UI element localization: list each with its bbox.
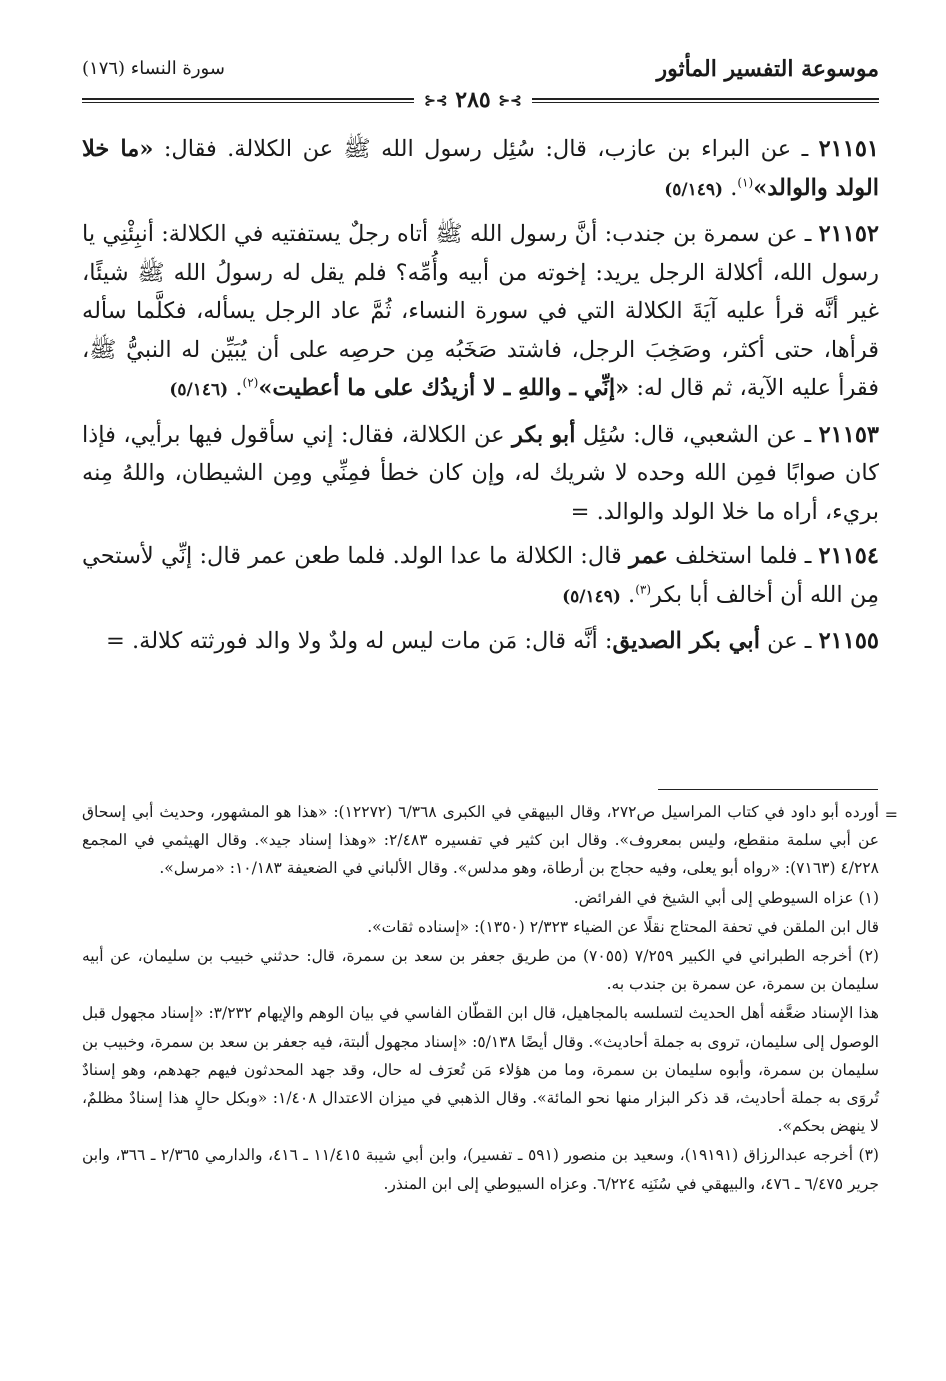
footnote-ref: (٣)	[635, 582, 652, 596]
main-text	[82, 130, 879, 667]
footnote-continuation-mark: =	[884, 805, 898, 824]
footnote-2-note: هذا الإسناد ضعَّفه أهل الحديث لتسلسه بالمجاهيل، قال ابن القطّان الفاسي في بيان الوهم والإيهام ٣/٢٣٢: «إسناد مجهول قبل الوصول إلى سليمان، تروى به جملة أحاديث». وقال أيضًا ٥/١٣٨: «إسناد مجهول ألبتة، فيه جعفر بن سعد بن سمرة، وخبيب بن سليمان بن سمرة، وأبوه سليمان بن سمرة، وما من هؤلاء مَن تُعرَف له حال، وقد جهد المحدثون فيهم جهدهم، وهو إسنادٌ تُروَى به جملة أحاديث، قد ذكر البزار منها نحو المائة». وقال الذهبي في ميزان الاعتدال ١/٤٠٨: «وبكل حالٍ هذا إسنادٌ مظلمٌ، لا ينهض بحكم».	[82, 1004, 879, 1136]
entry-text: ـ عن	[759, 628, 819, 654]
page-number-box	[0, 86, 946, 115]
footnote-3: (٣) أخرجه عبدالرزاق (١٩١٩١)، وسعيد بن منصور (٥٩١ ـ تفسير)، وابن أبي شيبة ١١/٤١٥ ـ ٤١٦، والدارمي ٢/٣٦٥ ـ ٣٦٦، وابن جرير ٦/٤٧٥ ـ ٤٧٦، والبيهقي في سُنَنِه ٦/٢٢٤. وعزاه السيوطي إلى ابن المنذر.	[82, 1146, 879, 1193]
entry-name: عمر	[629, 543, 668, 569]
entry-21153	[82, 416, 879, 532]
footnotes	[82, 798, 879, 1199]
entry-21155	[82, 622, 879, 661]
footnote-1-note: قال ابن الملقن في تحفة المحتاج نقلًا عن الضياء ٢/٣٢٣ (١٣٥٠): «إسناده ثقات».	[367, 917, 879, 936]
entry-tail: .	[228, 375, 243, 401]
entry-text: ـ عن البراء بن عازب، قال: سُئِل رسول الله ﷺ عن الكلالة. فقال:	[153, 136, 819, 162]
entry-text: عن الكلالة، فقال: إني سأقول فيها برأيي، فإذا كان صوابًا فمِن الله وحده لا شريك له، وإن كان خطأ فمِنِّي ومِن الشيطان، واللهُ مِنه بريء، أراه ما خلا الولد والوالد. =	[82, 421, 879, 525]
surah-title: سورة النساء (١٧٦)	[82, 58, 225, 79]
entry-21151	[82, 130, 879, 209]
volume-cite: (٥/١٤٩)	[664, 179, 724, 200]
ornament-left-icon: ⊱⊰	[424, 93, 448, 109]
entry-name: أبو بكر	[512, 421, 576, 448]
entry-number: ٢١١٥٥	[818, 628, 879, 654]
entry-text: ـ فلما استخلف	[667, 543, 819, 569]
footnote-ref: (٢)	[242, 375, 259, 390]
entry-quote: «إنِّي ـ واللهِ ـ لا أزيدُك على ما أعطيت»	[258, 375, 630, 401]
footnote-1: (١) عزاه السيوطي إلى أبي الشيخ في الفرائض.	[573, 888, 879, 907]
entry-number: ٢١١٥٤	[818, 543, 879, 569]
entry-text: ـ عن سمرة بن جندب: أنَّ رسول الله ﷺ أتاه رجلٌ يستفتيه في الكلالة: أنبِئْنِي يا رسول الله، أكلالة الرجل يريد: إخوته من أبيه وأُمِّه؟ فلم يقل له رسولُ الله ﷺ شيئًا، غير أنَّه قرأ عليه آيَةَ الكلالة التي في سورة النساء، ثُمَّ عاد الرجل يسأله، فكلَّما سأله قرأها، حتى أكثر، وصَخِبَ الرجل، فاشتد صَخَبُه مِن حرصِه على أن يُبَيِّن له النبيُّ ﷺ، فقرأ عليه الآية، ثم قال له:	[82, 221, 879, 401]
entry-text: ـ عن الشعبي، قال: سُئِل	[575, 421, 819, 448]
running-title: موسوعة التفسير المأثور	[656, 56, 879, 82]
entry-21152	[82, 215, 879, 410]
entry-text: : أنَّه قال: مَن مات ليس له ولدٌ ولا والد فورثته كلالة. =	[105, 628, 613, 654]
footnote-ref: (١)	[737, 175, 754, 189]
entry-21154	[82, 537, 879, 616]
footnote-2: (٢) أخرجه الطبراني في الكبير ٧/٢٥٩ (٧٠٥٥) من طريق جعفر بن سعد بن سمرة، قال: حدثني خبيب بن سليمان، عن أبيه سليمان بن سمرة، عن سمرة بن جندب به.	[82, 947, 879, 994]
entry-tail: .	[723, 174, 738, 201]
entry-number: ٢١١٥٢	[818, 221, 879, 247]
entry-number: ٢١١٥١	[818, 136, 880, 162]
volume-cite: (٥/١٤٦)	[169, 380, 229, 400]
volume-cite: (٥/١٤٩)	[562, 586, 621, 607]
ornament-right-icon: ⊱⊰	[498, 93, 522, 109]
footnote-rule	[658, 789, 878, 790]
footnote-continued: أورده أبو داود في كتاب المراسيل ص٢٧٢، وقال البيهقي في الكبرى ٦/٣٦٨ (١٢٢٧٢): «هذا هو المشهور، وحديث أبي إسحاق عن أبي سلمة منقطع، وليس بمعروف». وقال ابن كثير في تفسيره ٢/٤٨٣: «وهذا إسناد جيد». وقال الهيثمي في المجمع ٤/٢٢٨ (٧١٦٣): «رواه أبو يعلى، وفيه حجاج بن أرطاة، وهو مدلس». وقال الألباني في الضعيفة ١٠/١٨٣: «مرسل».	[82, 803, 879, 878]
entry-number: ٢١١٥٣	[818, 421, 879, 448]
entry-tail: .	[620, 581, 636, 608]
page-number-wrap	[414, 86, 532, 115]
entry-quote: «ما خلا الولد والوالد»	[82, 136, 879, 201]
entry-name: أبي بكر الصديق	[612, 628, 760, 654]
entry-text: قال: الكلالة ما عدا الولد. فلما طعن عمر قال: إنِّي لأستحي مِن الله أن أخالف أبا بكر	[82, 543, 879, 608]
page-number: ٢٨٥	[455, 87, 491, 113]
